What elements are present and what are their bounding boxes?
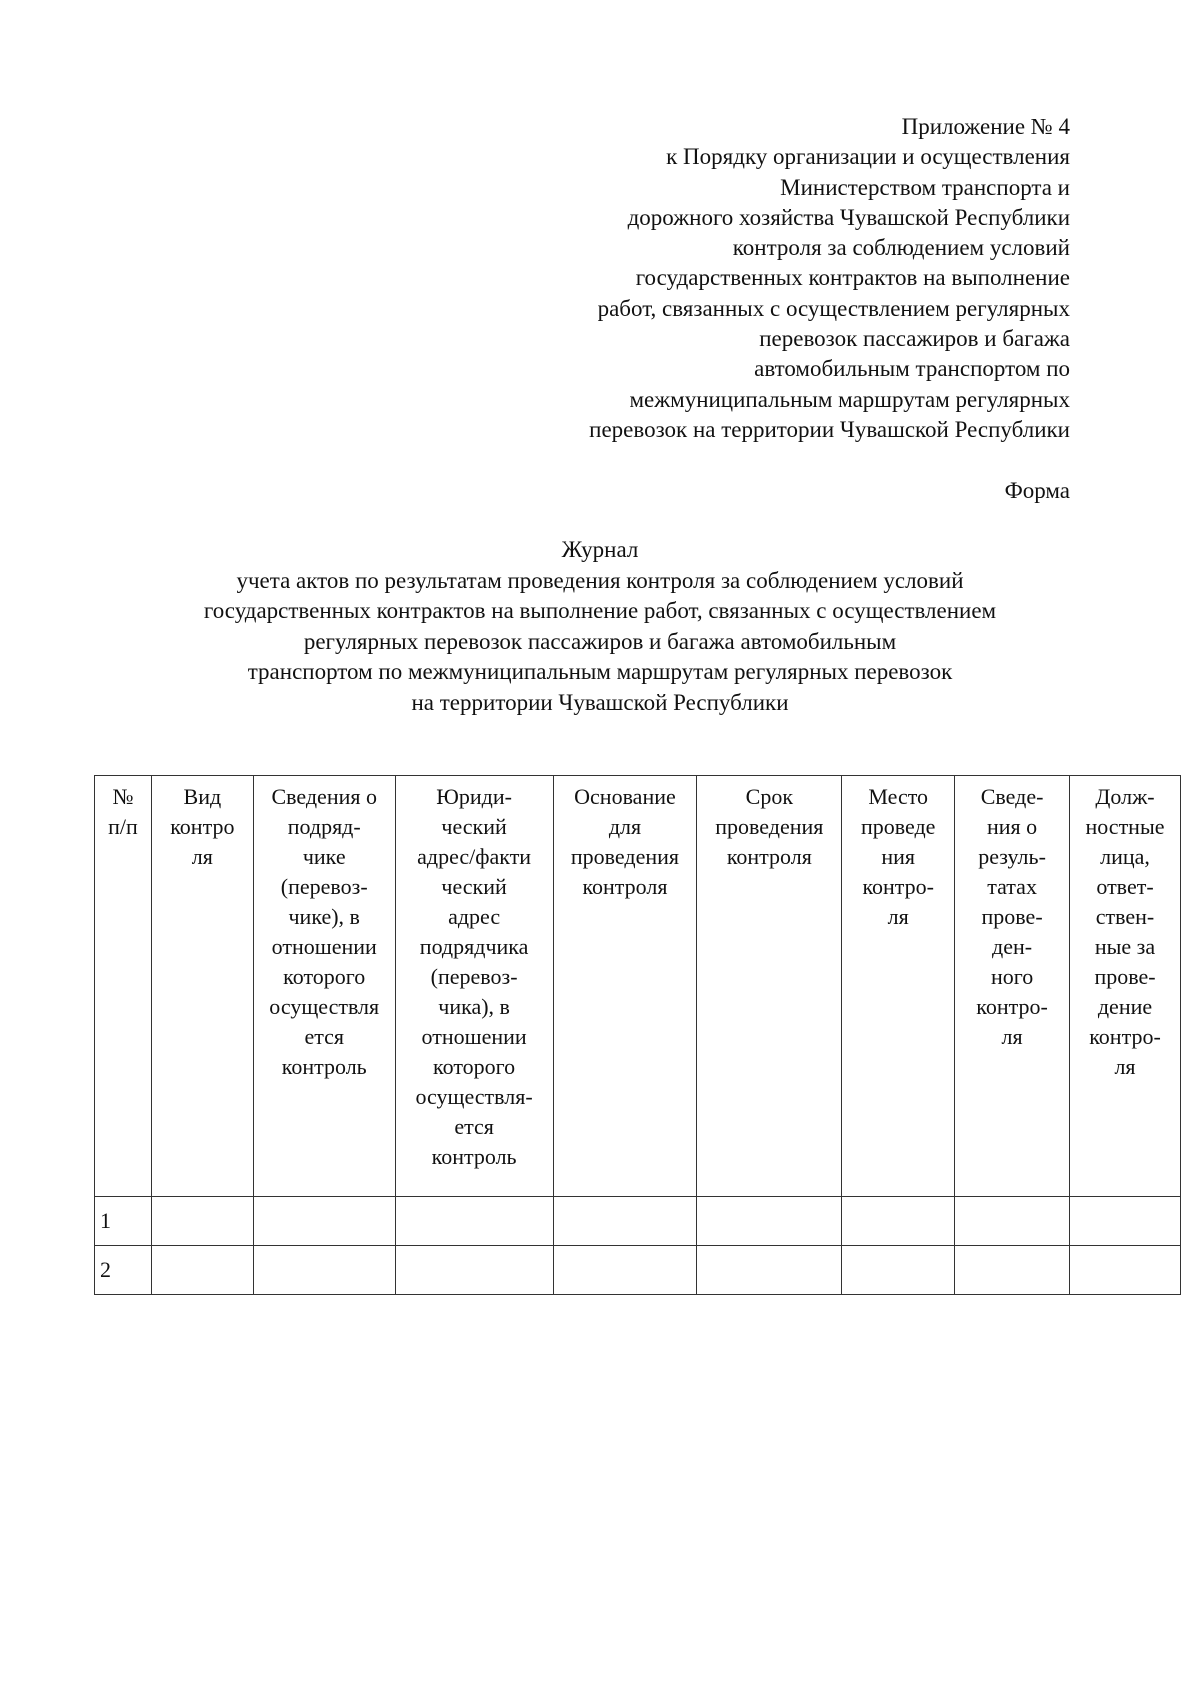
column-header-basis xyxy=(553,776,697,1197)
heading-line: транспортом по межмуниципальным маршрутам регулярных перевозок xyxy=(247,659,953,684)
header-line: контроля xyxy=(582,874,668,899)
journal-table xyxy=(94,775,1181,1295)
appendix-line: работ, связанных с осуществлением регулярных xyxy=(597,295,1070,321)
header-line: прове- xyxy=(1094,964,1156,989)
header-line: Сведения о xyxy=(271,784,377,809)
table-cell xyxy=(697,1246,842,1295)
column-header-number xyxy=(95,776,152,1197)
appendix-line: перевозок на территории Чувашской Республики xyxy=(589,416,1070,442)
table-cell xyxy=(151,1246,253,1295)
header-line: (перевоз- xyxy=(280,874,368,899)
header-line: лица, xyxy=(1100,844,1150,869)
header-line: ния xyxy=(881,844,916,869)
header-line: чика), в xyxy=(438,994,510,1019)
header-line: проведения xyxy=(715,814,824,839)
table-cell xyxy=(1070,1246,1181,1295)
table-cell: 1 xyxy=(95,1197,152,1246)
header-line: Юриди- xyxy=(436,784,512,809)
header-line: осуществля- xyxy=(415,1084,533,1109)
appendix-block xyxy=(450,112,1070,445)
appendix-line: к Порядку организации и осуществления xyxy=(666,144,1070,170)
column-header-address xyxy=(395,776,553,1197)
header-line: отношении xyxy=(421,1024,527,1049)
column-header-place xyxy=(842,776,955,1197)
header-line: Вид xyxy=(183,784,222,809)
header-line: прове- xyxy=(981,904,1043,929)
appendix-line: межмуниципальным маршрутам регулярных xyxy=(629,386,1070,412)
table-cell xyxy=(553,1197,697,1246)
table-cell xyxy=(253,1197,395,1246)
header-line: ля xyxy=(191,844,213,869)
header-line: ется xyxy=(304,1024,344,1049)
table-cell xyxy=(955,1246,1070,1295)
column-header-officials xyxy=(1070,776,1181,1197)
header-line: контро- xyxy=(862,874,934,899)
header-line: контроль xyxy=(281,1054,367,1079)
appendix-line: Приложение № 4 xyxy=(901,114,1070,139)
header-line: ния о xyxy=(987,814,1038,839)
header-line: ля xyxy=(1001,1024,1023,1049)
table-row xyxy=(95,1246,1181,1295)
header-line: ствен- xyxy=(1095,904,1155,929)
heading-line: регулярных перевозок пассажиров и багажа автомобильным xyxy=(303,628,897,654)
header-line: чике), в xyxy=(288,904,360,929)
header-line: адрес xyxy=(448,904,501,929)
table-cell: 2 xyxy=(95,1246,152,1295)
table-row xyxy=(95,1197,1181,1246)
header-line: ческий xyxy=(441,874,507,899)
header-line: № xyxy=(112,784,134,809)
table-header-row xyxy=(95,776,1181,1197)
table-cell xyxy=(253,1246,395,1295)
header-line: контроль xyxy=(431,1144,517,1169)
header-line: осуществля xyxy=(269,994,380,1019)
column-header-control-type xyxy=(151,776,253,1197)
header-line: ответ- xyxy=(1096,874,1154,899)
header-line: отношении xyxy=(271,934,377,959)
header-line: проведе xyxy=(860,814,936,839)
journal-heading xyxy=(150,535,1050,718)
header-line: ля xyxy=(887,904,909,929)
column-header-contractor-info xyxy=(253,776,395,1197)
table-cell xyxy=(151,1197,253,1246)
header-line: ля xyxy=(1114,1054,1136,1079)
appendix-line: контроля за соблюдением условий xyxy=(732,235,1070,261)
header-line: ден- xyxy=(992,934,1033,959)
form-label: Форма xyxy=(1004,478,1070,503)
header-line: ностные xyxy=(1085,814,1165,839)
header-line: чике xyxy=(302,844,346,869)
header-line: которого xyxy=(433,1054,516,1079)
header-line: контро- xyxy=(976,994,1048,1019)
header-line: Срок xyxy=(745,784,794,809)
header-line: ные за xyxy=(1094,934,1156,959)
header-line: п/п xyxy=(108,814,138,839)
header-line: ного xyxy=(990,964,1034,989)
header-line: Долж- xyxy=(1095,784,1155,809)
heading-title: Журнал xyxy=(561,537,639,562)
table-cell xyxy=(395,1197,553,1246)
appendix-line: перевозок пассажиров и багажа xyxy=(759,326,1070,352)
appendix-line: государственных контрактов на выполнение xyxy=(635,265,1070,291)
header-line: для xyxy=(608,814,642,839)
header-line: подрядчика xyxy=(419,934,529,959)
table-cell xyxy=(955,1197,1070,1246)
header-line: Основание xyxy=(574,784,676,809)
table-cell xyxy=(553,1246,697,1295)
header-line: проведения xyxy=(570,844,680,869)
heading-line: на территории Чувашской Республики xyxy=(411,689,789,715)
header-line: татах xyxy=(987,874,1037,899)
header-line: контро- xyxy=(1089,1024,1161,1049)
appendix-line: дорожного хозяйства Чувашской Республики xyxy=(627,204,1070,230)
column-header-results xyxy=(955,776,1070,1197)
header-line: подряд- xyxy=(287,814,361,839)
header-line: резуль- xyxy=(978,844,1046,869)
header-line: контроля xyxy=(726,844,812,869)
table-cell xyxy=(697,1197,842,1246)
heading-line: учета актов по результатам проведения контроля за соблюдением условий xyxy=(236,567,964,593)
header-line: Сведе- xyxy=(980,784,1044,809)
column-header-period xyxy=(697,776,842,1197)
table-cell xyxy=(842,1246,955,1295)
header-line: (перевоз- xyxy=(430,964,518,989)
appendix-line: автомобильным транспортом по xyxy=(754,356,1070,382)
header-line: контро xyxy=(170,814,235,839)
header-line: дение xyxy=(1097,994,1153,1019)
appendix-line: Министерством транспорта и xyxy=(780,174,1070,200)
table-cell xyxy=(842,1197,955,1246)
header-line: ческий xyxy=(441,814,507,839)
header-line: Место xyxy=(868,784,929,809)
header-line: ется xyxy=(454,1114,494,1139)
heading-line: государственных контрактов на выполнение работ, связанных с осуществлением xyxy=(203,598,997,623)
table-cell xyxy=(395,1246,553,1295)
table-cell xyxy=(1070,1197,1181,1246)
header-line: которого xyxy=(283,964,366,989)
header-line: адрес/факти xyxy=(417,844,532,869)
